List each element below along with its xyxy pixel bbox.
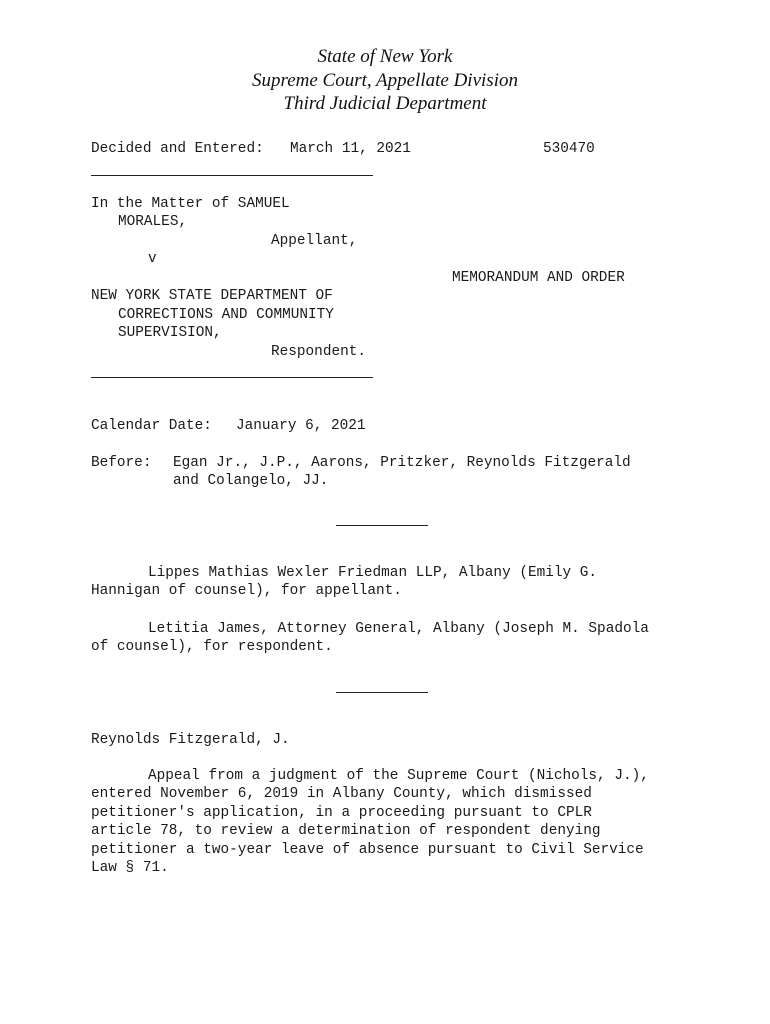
court-name-line-1: State of New York <box>317 46 453 67</box>
respondent-role: Respondent. <box>271 344 366 360</box>
caption-petitioner-line-1: In the Matter of SAMUEL <box>91 196 290 212</box>
decided-date: March 11, 2021 <box>290 141 411 157</box>
opinion-line: article 78, to review a determination of respondent denying <box>91 823 601 840</box>
panel-line-1: Egan Jr., J.P., Aarons, Pritzker, Reynolds Fitzgerald <box>173 455 631 471</box>
respondent-line-1: NEW YORK STATE DEPARTMENT OF <box>91 288 333 304</box>
docket-number: 530470 <box>543 141 595 157</box>
caption-bottom-rule <box>91 377 373 378</box>
appellant-role: Appellant, <box>271 233 358 249</box>
respondent-line-2: CORRECTIONS AND COMMUNITY <box>118 307 334 323</box>
appellant-counsel <box>91 564 691 601</box>
decided-label: Decided and Entered: <box>91 141 264 157</box>
opinion-author: Reynolds Fitzgerald, J. <box>91 732 290 748</box>
court-name-line-2: Supreme Court, Appellate Division <box>252 70 518 91</box>
respondent-counsel-line-2: of counsel), for respondent. <box>91 639 333 656</box>
section-divider-2 <box>336 692 428 693</box>
opinion-body <box>91 767 691 877</box>
opinion-line: Law § 71. <box>91 860 169 877</box>
respondent-line-3: SUPERVISION, <box>118 325 222 341</box>
appellant-counsel-line-1: Lippes Mathias Wexler Friedman LLP, Albany (Emily G. <box>148 565 598 581</box>
order-type: MEMORANDUM AND ORDER <box>452 270 625 286</box>
caption-petitioner-line-2: MORALES, <box>118 214 188 230</box>
respondent-counsel-line-1: Letitia James, Attorney General, Albany (Joseph M. Spadola <box>148 621 649 637</box>
panel-line-2: and Colangelo, JJ. <box>173 473 329 489</box>
section-divider-1 <box>336 525 428 526</box>
panel-label: Before: <box>91 455 152 471</box>
opinion-line: Appeal from a judgment of the Supreme Court (Nichols, J.), <box>148 768 649 784</box>
court-name-line-3: Third Judicial Department <box>283 93 487 114</box>
opinion-line: petitioner a two-year leave of absence pursuant to Civil Service <box>91 841 644 858</box>
opinion-line: entered November 6, 2019 in Albany County, which dismissed <box>91 786 592 803</box>
caption-top-rule <box>91 175 373 176</box>
opinion-line: petitioner's application, in a proceeding pursuant to CPLR <box>91 804 592 821</box>
calendar-label: Calendar Date: <box>91 418 212 434</box>
respondent-counsel <box>91 620 691 657</box>
versus: v <box>148 251 157 267</box>
calendar-date: January 6, 2021 <box>236 418 366 434</box>
appellant-counsel-line-2: Hannigan of counsel), for appellant. <box>91 583 402 600</box>
